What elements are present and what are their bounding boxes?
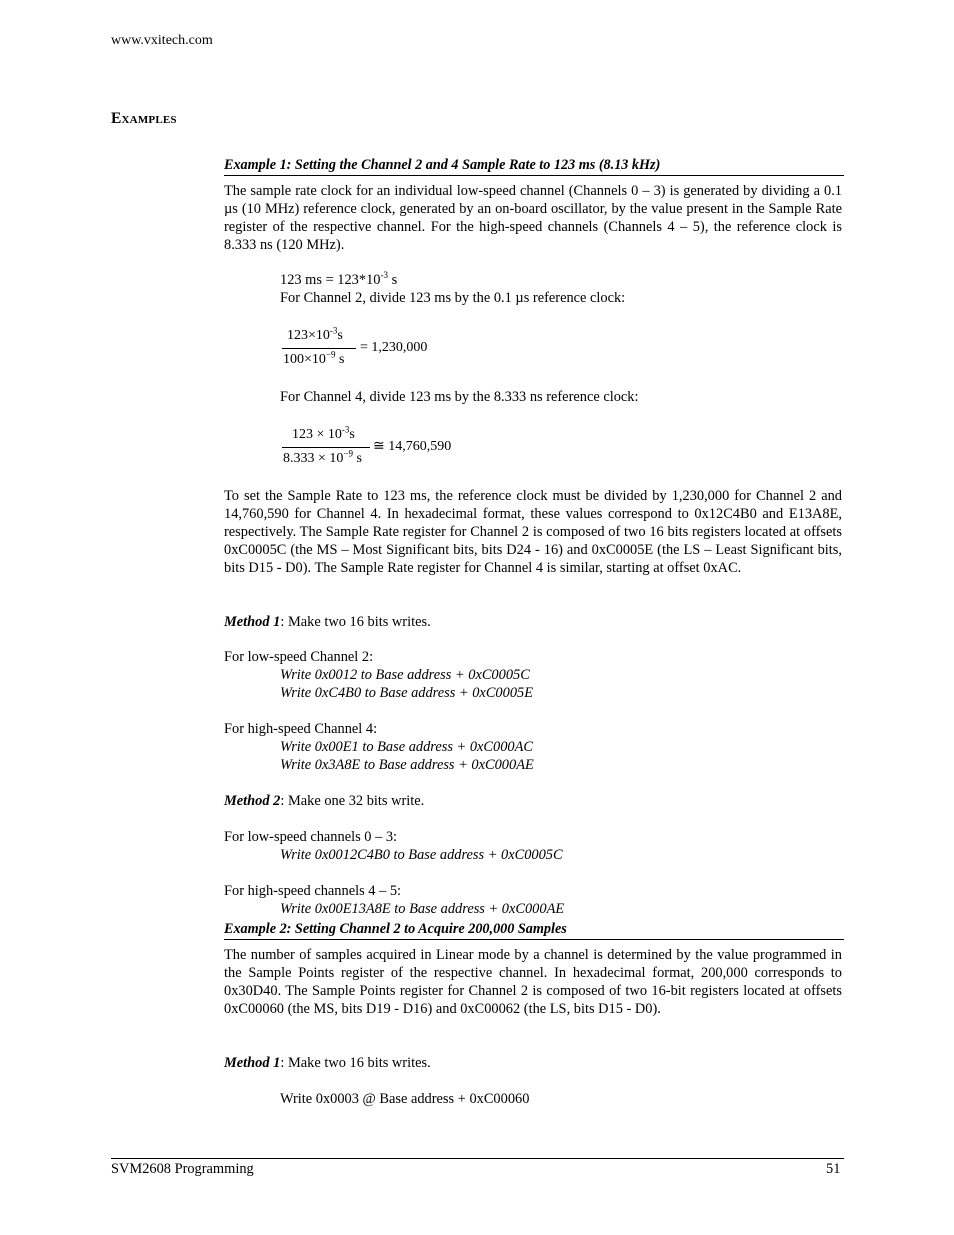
high-ch4-label: For high-speed Channel 4: (224, 721, 378, 737)
fraction-denominator: $100\times 10^{-9}$ s (283, 349, 345, 367)
low-ch2-label: For low-speed Channel 2: (224, 649, 374, 665)
section-title: Examples (111, 110, 177, 127)
low-ch2-cmd2: Write 0xC4B0 to Base address + 0xC0005E (280, 685, 533, 701)
ch2-divide-text: For Channel 2, divide 123 ms by the 0.1 µs reference clock: (280, 290, 626, 306)
high-ch45-cmd: Write 0x00E13A8E to Base address + 0xC000AE (280, 901, 565, 917)
fraction-denominator: $8.333 \times 10^{-9}$ s (283, 448, 362, 466)
example1-heading: Example 1: Setting the Channel 2 and 4 Sample Rate to 123 ms (8.13 kHz) (224, 157, 844, 176)
high-ch4-cmd1: Write 0x00E1 to Base address + 0xC000AC (280, 739, 533, 755)
eq-123ms: 123 ms = $123*10^{-3}$ s (280, 270, 398, 288)
fraction-result: ≅ 14,760,590 (373, 439, 452, 454)
fraction-numerator: $123 \times 10^{-3}s$ (292, 424, 355, 442)
footer-rule (111, 1158, 844, 1159)
high-ch4-cmd2: Write 0x3A8E to Base address + 0xC000AE (280, 757, 534, 773)
example2-method1-line: Method 1: Make two 16 bits writes. (224, 1055, 431, 1071)
example2-heading: Example 2: Setting Channel 2 to Acquire 200,000 Samples (224, 921, 844, 940)
fraction-result: = 1,230,000 (360, 340, 428, 355)
low-ch2-cmd1: Write 0x0012 to Base address + 0xC0005C (280, 667, 530, 683)
fraction-numerator: $123\times 10^{-3}s$ (287, 325, 343, 343)
low-ch03-cmd: Write 0x0012C4B0 to Base address + 0xC0005C (280, 847, 563, 863)
example2-write-line: Write 0x0003 @ Base address + 0xC00060 (280, 1091, 530, 1107)
example1-explain: To set the Sample Rate to 123 ms, the reference clock must be divided by 1,230,000 for Channel 2 and 14,760,590 for Channel 4. In hexadecimal format, these values correspond to 0x12C4B0 and E13A8E, respectively. The Sample Rate register for Channel 2 is composed of two 16 bits registers located at offsets 0xC0005C (the MS – Most Significant bits, bits D24 - 16) and 0xC0005E (the LS – Least Significant bits, bits D15 - D0). The Sample Rate register for Channel 4 is similar, starting at offset 0xAC. (224, 488, 842, 576)
header-url: www.vxitech.com (111, 33, 213, 48)
example1-intro: The sample rate clock for an individual low-speed channel (Channels 0 – 3) is generated by dividing a 0.1 µs (10 MHz) reference clock, generated by an on-board oscillator, by the value present in the Sample Rate register of the respective channel. For the high-speed channels (Channels 4 – 5), the reference clock is 8.333 ns (120 MHz). (224, 183, 842, 253)
page-number: 51 (826, 1161, 841, 1177)
high-ch45-label: For high-speed channels 4 – 5: (224, 883, 402, 899)
low-ch03-label: For low-speed channels 0 – 3: (224, 829, 398, 845)
example2-intro: The number of samples acquired in Linear mode by a channel is determined by the value programmed in the Sample Points register of the respective channel. In hexadecimal format, 200,000 corresponds to 0x30D40. The Sample Points register for Channel 2 is composed of two 16-bit registers located at offsets 0xC00060 (the MS, bits D19 - D16) and 0xC00062 (the LS, bits D15 - D0). (224, 947, 842, 1017)
method2-line: Method 2: Make one 32 bits write. (224, 793, 425, 809)
method1-line: Method 1: Make two 16 bits writes. (224, 614, 431, 630)
ch4-divide-text: For Channel 4, divide 123 ms by the 8.333 ns reference clock: (280, 389, 639, 405)
footer-title: SVM2608 Programming (111, 1161, 254, 1177)
